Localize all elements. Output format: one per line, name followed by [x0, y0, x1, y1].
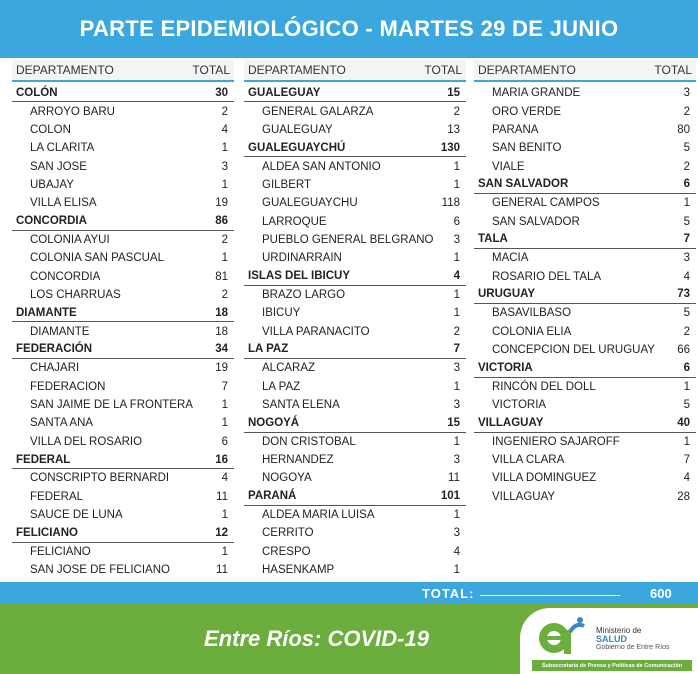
- locality-total: 1: [683, 197, 690, 210]
- locality-name: MARIA GRANDE: [492, 87, 581, 100]
- locality-row: [12, 194, 234, 212]
- locality-total: 5: [683, 399, 690, 412]
- locality-total: 3: [683, 252, 690, 265]
- total-value: 600: [650, 586, 672, 601]
- locality-total: 2: [221, 233, 228, 246]
- locality-total: 5: [683, 215, 690, 228]
- locality-row: [244, 561, 466, 579]
- locality-name: FEDERACION: [30, 380, 106, 393]
- locality-total: 1: [453, 178, 460, 191]
- locality-row: [12, 506, 234, 524]
- total-divider: [480, 595, 620, 596]
- locality-name: LA PAZ: [262, 380, 301, 393]
- department-name: CONCORDIA: [16, 215, 87, 228]
- department-name: FEDERACIÓN: [16, 343, 93, 356]
- department-name: ISLAS DEL IBICUY: [248, 270, 351, 283]
- locality-name: RINCÓN DEL DOLL: [492, 380, 596, 393]
- department-row: [244, 267, 466, 285]
- locality-row: [244, 396, 466, 414]
- locality-row: [12, 433, 234, 451]
- locality-row: [12, 561, 234, 579]
- locality-name: CRESPO: [262, 545, 311, 558]
- locality-total: 66: [677, 343, 690, 356]
- locality-total: 5: [683, 307, 690, 320]
- locality-name: ORO VERDE: [492, 105, 562, 118]
- locality-total: 1: [453, 288, 460, 301]
- locality-total: 2: [683, 325, 690, 338]
- department-total: 40: [677, 416, 690, 429]
- header-total: TOTAL: [424, 63, 462, 77]
- locality-total: 4: [683, 270, 690, 283]
- total-bar: [0, 582, 698, 604]
- er-logo-icon: [536, 614, 586, 658]
- locality-total: 1: [453, 509, 460, 522]
- locality-total: 1: [221, 252, 228, 265]
- locality-row: [12, 469, 234, 487]
- locality-row: [12, 543, 234, 561]
- table-column-2: [244, 60, 466, 579]
- locality-name: FEDERAL: [30, 490, 84, 503]
- locality-name: CONCEPCION DEL URUGUAY: [492, 343, 655, 356]
- department-total: 6: [683, 361, 690, 374]
- department-row: [474, 414, 696, 432]
- locality-name: VICTORIA: [492, 399, 547, 412]
- locality-name: PARANA: [492, 123, 539, 136]
- locality-row: [474, 488, 696, 506]
- department-row: [244, 341, 466, 359]
- locality-row: [244, 433, 466, 451]
- locality-name: COLONIA AYUI: [30, 233, 110, 246]
- locality-row: [12, 396, 234, 414]
- locality-total: 4: [683, 472, 690, 485]
- locality-row: [12, 488, 234, 506]
- logo-salud-text: SALUD: [596, 634, 627, 644]
- locality-total: 7: [683, 454, 690, 467]
- locality-name: PUEBLO GENERAL BELGRANO: [262, 233, 434, 246]
- locality-row: [474, 322, 696, 340]
- locality-total: 13: [447, 123, 460, 136]
- logo-gobierno-text: Gobierno de Entre Ríos: [596, 644, 670, 651]
- header-departamento: DEPARTAMENTO: [248, 63, 346, 77]
- locality-total: 2: [221, 105, 228, 118]
- department-name: COLÓN: [16, 86, 58, 99]
- locality-row: [12, 157, 234, 175]
- locality-name: SAN JOSE: [30, 160, 87, 173]
- locality-name: VILLA CLARA: [492, 454, 565, 467]
- locality-name: URDINARRAIN: [262, 252, 342, 265]
- locality-name: VILLA ELISA: [30, 197, 97, 210]
- locality-row: [244, 102, 466, 120]
- department-total: 4: [453, 270, 460, 283]
- locality-total: 4: [453, 545, 460, 558]
- locality-name: NOGOYA: [262, 472, 312, 485]
- department-total: 16: [215, 453, 228, 466]
- footer-banner: [0, 604, 698, 674]
- table-column-1: [12, 60, 234, 579]
- department-total: 18: [215, 306, 228, 319]
- locality-name: SAN SALVADOR: [492, 215, 580, 228]
- locality-total: 3: [453, 362, 460, 375]
- locality-name: COLON: [30, 123, 71, 136]
- locality-row: [244, 194, 466, 212]
- locality-total: 3: [453, 233, 460, 246]
- locality-row: [474, 249, 696, 267]
- locality-row: [474, 157, 696, 175]
- locality-name: VILLA DEL ROSARIO: [30, 435, 143, 448]
- locality-total: 6: [453, 215, 460, 228]
- column-header: [12, 60, 234, 82]
- locality-total: 81: [215, 270, 228, 283]
- locality-total: 2: [683, 160, 690, 173]
- locality-name: ROSARIO DEL TALA: [492, 270, 602, 283]
- locality-name: DIAMANTE: [30, 325, 90, 338]
- locality-total: 2: [453, 325, 460, 338]
- department-row: [244, 84, 466, 102]
- locality-name: SAUCE DE LUNA: [30, 509, 123, 522]
- locality-total: 19: [215, 362, 228, 375]
- locality-total: 1: [453, 564, 460, 577]
- locality-total: 1: [683, 380, 690, 393]
- locality-total: 1: [221, 399, 228, 412]
- locality-row: [244, 249, 466, 267]
- locality-total: 2: [683, 105, 690, 118]
- locality-name: GILBERT: [262, 178, 311, 191]
- locality-row: [12, 322, 234, 340]
- department-row: [474, 176, 696, 194]
- locality-row: [474, 304, 696, 322]
- locality-name: LA CLARITA: [30, 142, 95, 155]
- locality-row: [474, 469, 696, 487]
- footer-title: Entre Ríos: COVID-19: [204, 626, 429, 651]
- department-total: 34: [215, 343, 228, 356]
- locality-total: 3: [221, 160, 228, 173]
- locality-row: [474, 212, 696, 230]
- department-row: [474, 231, 696, 249]
- locality-total: 1: [453, 160, 460, 173]
- locality-row: [474, 139, 696, 157]
- department-total: 73: [677, 288, 690, 301]
- locality-row: [244, 157, 466, 175]
- locality-total: 3: [453, 399, 460, 412]
- department-name: LA PAZ: [248, 343, 289, 356]
- department-total: 130: [440, 141, 460, 154]
- locality-name: SANTA ELENA: [262, 399, 340, 412]
- locality-name: ARROYO BARU: [30, 105, 115, 118]
- locality-row: [474, 341, 696, 359]
- department-name: URUGUAY: [478, 288, 536, 301]
- locality-row: [12, 267, 234, 285]
- locality-name: SAN JAIME DE LA FRONTERA: [30, 399, 193, 412]
- header-departamento: DEPARTAMENTO: [478, 63, 576, 77]
- department-row: [12, 451, 234, 469]
- locality-name: COLONIA SAN PASCUAL: [30, 252, 164, 265]
- header-total: TOTAL: [192, 63, 230, 77]
- locality-row: [244, 322, 466, 340]
- logo-subsecretaria-strip: Subsecretaría de Prensa y Políticas de Comunicación: [532, 660, 692, 671]
- locality-name: GENERAL GALARZA: [262, 105, 374, 118]
- locality-name: LOS CHARRUAS: [30, 288, 121, 301]
- locality-total: 1: [453, 380, 460, 393]
- locality-total: 4: [221, 123, 228, 136]
- locality-total: 19: [215, 197, 228, 210]
- department-row: [474, 286, 696, 304]
- department-name: SAN SALVADOR: [478, 178, 569, 191]
- locality-row: [12, 286, 234, 304]
- logo-ministerio-text: Ministerio de: [596, 626, 642, 635]
- locality-total: 5: [683, 142, 690, 155]
- locality-name: CHAJARI: [30, 362, 80, 375]
- department-name: FELICIANO: [16, 526, 78, 539]
- department-row: [12, 341, 234, 359]
- locality-total: 11: [216, 564, 228, 577]
- locality-row: [244, 543, 466, 561]
- department-name: FEDERAL: [16, 453, 71, 466]
- locality-name: DON CRISTOBAL: [262, 435, 356, 448]
- locality-name: MACIA: [492, 252, 529, 265]
- department-total: 15: [447, 86, 460, 99]
- column-header: [244, 60, 466, 82]
- locality-total: 1: [683, 435, 690, 448]
- locality-row: [474, 396, 696, 414]
- locality-total: 28: [677, 490, 690, 503]
- locality-total: 1: [453, 307, 460, 320]
- locality-name: BRAZO LARGO: [262, 288, 346, 301]
- locality-total: 3: [683, 87, 690, 100]
- department-name: GUALEGUAY: [248, 86, 321, 99]
- locality-row: [244, 286, 466, 304]
- locality-total: 2: [221, 288, 228, 301]
- locality-row: [244, 231, 466, 249]
- department-row: [474, 359, 696, 377]
- department-total: 86: [215, 215, 228, 228]
- locality-total: 18: [215, 325, 228, 338]
- department-row: [244, 414, 466, 432]
- locality-name: GUALEGUAY: [262, 123, 333, 136]
- locality-name: SAN BENITO: [492, 142, 562, 155]
- department-row: [244, 488, 466, 506]
- department-row: [12, 84, 234, 102]
- locality-row: [244, 212, 466, 230]
- locality-row: [244, 469, 466, 487]
- locality-name: SAN JOSE DE FELICIANO: [30, 564, 170, 577]
- locality-row: [12, 102, 234, 120]
- locality-row: [12, 231, 234, 249]
- locality-name: CONSCRIPTO BERNARDI: [30, 472, 170, 485]
- locality-total: 7: [221, 380, 228, 393]
- locality-name: COLONIA ELIA: [492, 325, 572, 338]
- locality-row: [12, 378, 234, 396]
- locality-total: 6: [221, 435, 228, 448]
- department-name: NOGOYÁ: [248, 416, 300, 429]
- report-title: PARTE EPIDEMIOLÓGICO - MARTES 29 DE JUNIO: [0, 0, 698, 58]
- locality-row: [12, 414, 234, 432]
- locality-name: BASAVILBASO: [492, 307, 572, 320]
- locality-row: [12, 176, 234, 194]
- locality-name: GENERAL CAMPOS: [492, 197, 600, 210]
- locality-row: [12, 121, 234, 139]
- locality-total: 1: [453, 252, 460, 265]
- department-total: 6: [683, 178, 690, 191]
- locality-name: CONCORDIA: [30, 270, 101, 283]
- department-row: [244, 139, 466, 157]
- locality-total: 2: [453, 105, 460, 118]
- locality-total: 4: [221, 472, 228, 485]
- locality-row: [12, 249, 234, 267]
- department-total: 15: [447, 416, 460, 429]
- department-total: 7: [453, 343, 460, 356]
- locality-total: 11: [448, 472, 460, 485]
- locality-row: [474, 102, 696, 120]
- locality-name: CERRITO: [262, 527, 314, 540]
- locality-name: VILLA PARANACITO: [262, 325, 370, 338]
- locality-name: HASENKAMP: [262, 564, 335, 577]
- locality-name: GUALEGUAYCHU: [262, 197, 358, 210]
- locality-name: ALDEA MARIA LUISA: [262, 509, 375, 522]
- department-name: GUALEGUAYCHÚ: [248, 141, 346, 154]
- locality-name: SANTA ANA: [30, 417, 94, 430]
- locality-row: [474, 378, 696, 396]
- department-name: DIAMANTE: [16, 306, 77, 319]
- locality-name: VILLA DOMINGUEZ: [492, 472, 597, 485]
- locality-row: [474, 433, 696, 451]
- header-total: TOTAL: [654, 63, 692, 77]
- department-row: [12, 304, 234, 322]
- department-row: [12, 212, 234, 230]
- locality-row: [474, 194, 696, 212]
- department-name: VICTORIA: [478, 361, 533, 374]
- locality-total: 80: [677, 123, 690, 136]
- header-departamento: DEPARTAMENTO: [16, 63, 114, 77]
- locality-row: [244, 451, 466, 469]
- locality-name: INGENIERO SAJAROFF: [492, 435, 620, 448]
- locality-name: FELICIANO: [30, 545, 91, 558]
- locality-total: 11: [216, 490, 228, 503]
- locality-total: 1: [221, 509, 228, 522]
- locality-name: UBAJAY: [30, 178, 74, 191]
- locality-row: [244, 506, 466, 524]
- table-column-3: [474, 60, 696, 506]
- locality-name: IBICUY: [262, 307, 301, 320]
- locality-row: [244, 304, 466, 322]
- locality-name: HERNANDEZ: [262, 454, 334, 467]
- locality-total: 1: [221, 142, 228, 155]
- locality-row: [474, 451, 696, 469]
- locality-total: 1: [221, 545, 228, 558]
- department-name: PARANÁ: [248, 490, 297, 503]
- locality-name: LARROQUE: [262, 215, 327, 228]
- locality-row: [244, 176, 466, 194]
- locality-name: ALCARAZ: [262, 362, 316, 375]
- locality-row: [244, 524, 466, 542]
- locality-row: [12, 359, 234, 377]
- department-total: 30: [215, 86, 228, 99]
- locality-row: [474, 84, 696, 102]
- locality-name: VILLAGUAY: [492, 490, 556, 503]
- department-name: VILLAGUAY: [478, 416, 544, 429]
- ministry-logo: [520, 608, 698, 674]
- locality-row: [244, 378, 466, 396]
- total-label: TOTAL:: [422, 586, 475, 601]
- locality-name: VIALE: [492, 160, 525, 173]
- department-name: TALA: [478, 233, 508, 246]
- locality-row: [12, 139, 234, 157]
- locality-row: [244, 359, 466, 377]
- locality-row: [474, 267, 696, 285]
- department-row: [12, 524, 234, 542]
- locality-row: [244, 121, 466, 139]
- locality-total: 118: [441, 197, 460, 210]
- locality-total: 3: [453, 527, 460, 540]
- column-header: [474, 60, 696, 82]
- locality-row: [474, 121, 696, 139]
- department-total: 7: [683, 233, 690, 246]
- locality-total: 3: [453, 454, 460, 467]
- department-total: 101: [440, 490, 460, 503]
- locality-total: 1: [221, 178, 228, 191]
- department-total: 12: [215, 526, 228, 539]
- locality-total: 1: [221, 417, 228, 430]
- locality-total: 1: [453, 435, 460, 448]
- locality-name: ALDEA SAN ANTONIO: [262, 160, 381, 173]
